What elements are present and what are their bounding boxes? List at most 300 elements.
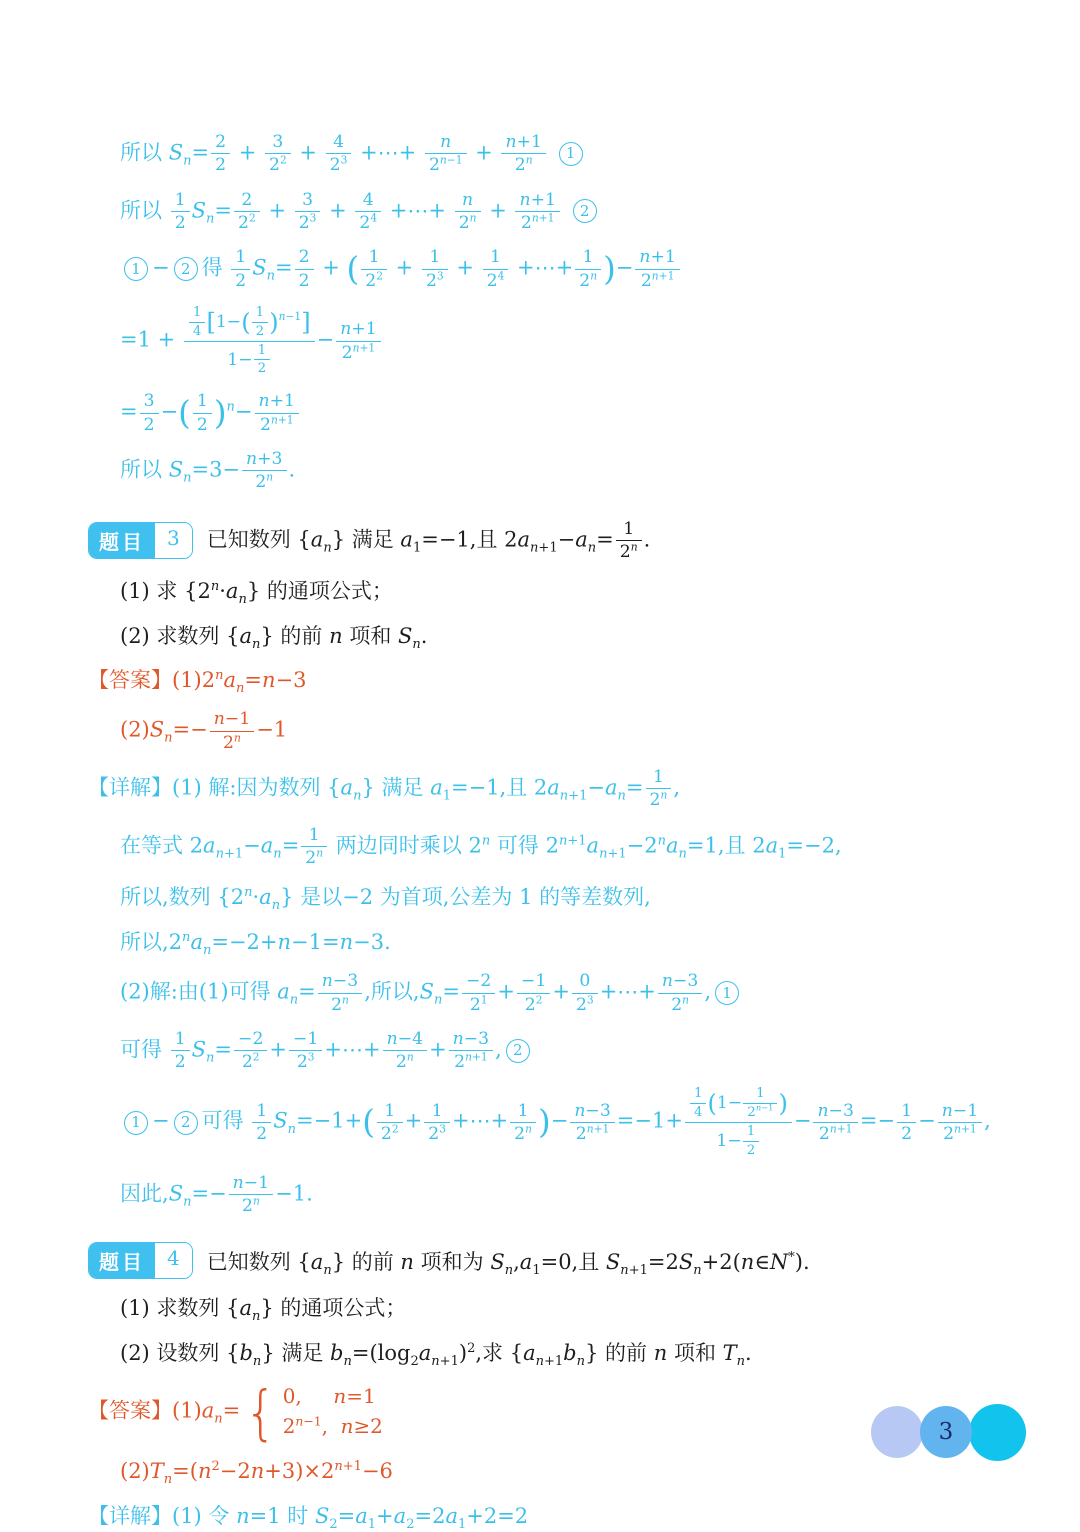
denominator: $2^{n+1}$ <box>943 1122 977 1145</box>
math-token <box>266 470 273 483</box>
denominator: 2$^n$ <box>579 268 598 291</box>
math-token: n <box>617 788 626 804</box>
fraction <box>572 971 598 1015</box>
math-token: 2 <box>279 153 287 167</box>
math-token: b <box>563 1340 577 1365</box>
math-token: a <box>400 526 413 551</box>
fraction <box>171 1029 190 1073</box>
denominator: 2 <box>746 1142 756 1158</box>
numerator: 2 <box>211 132 230 154</box>
fraction <box>229 1173 273 1217</box>
math-token: b <box>330 1340 344 1365</box>
math-token: 2 <box>329 1516 338 1532</box>
math-line: (2)解:由(1)可得 $a_n=$ $\frac{n-3}{2^n}$ ,所以$,S_n=$ $\frac{-2}{2^1}$ + $\frac{-1}{2^2}$ + $\frac{0}{2^3}$ +⋯+ $\frac{n-3}{2^n}$ , 1 <box>88 971 1040 1015</box>
math-token: n <box>342 992 349 1006</box>
denominator: 2 <box>256 1124 268 1145</box>
circled-number: 1 <box>559 142 583 166</box>
fraction <box>501 132 545 176</box>
page-number-circle <box>920 1406 972 1458</box>
math-token: n <box>266 268 276 284</box>
numerator: 1 <box>897 1101 916 1123</box>
math-token: 3 <box>586 992 594 1006</box>
math-token: n <box>183 153 192 169</box>
math-token <box>658 833 666 848</box>
problem3-header <box>88 519 1040 563</box>
math-token: n <box>586 1122 594 1136</box>
numerator: 4 <box>355 190 381 212</box>
math-token: n <box>287 1122 297 1138</box>
math-token: S <box>168 1181 184 1206</box>
fraction <box>383 1029 427 1073</box>
numerator: n+3 <box>242 449 286 471</box>
math-token: n <box>431 1354 440 1370</box>
big-bracket: ( <box>362 1103 375 1142</box>
denominator: $2^3$ <box>575 992 594 1015</box>
math-token: a <box>523 1340 536 1365</box>
math-token: n <box>339 929 354 954</box>
math-token: n <box>234 731 241 745</box>
problem4-header <box>88 1242 1040 1279</box>
numerator: 2 <box>234 190 260 212</box>
numerator: 1 <box>422 247 448 269</box>
math-token: n <box>183 470 192 486</box>
math-token: n <box>559 788 569 804</box>
fraction <box>570 1101 614 1145</box>
numerator: 1 <box>254 343 271 361</box>
math-token: n+1 <box>352 340 376 354</box>
denominator: $2^3$ <box>428 1122 446 1145</box>
fraction <box>355 190 381 234</box>
numerator: n−3 <box>658 971 702 993</box>
math-token: 3 <box>340 153 348 167</box>
math-token <box>525 1122 532 1135</box>
math-line: $(2)S_n=-$ $\frac{n-1}{2^n}$ −1 <box>120 709 288 753</box>
numerator: 1 <box>743 1086 777 1104</box>
fraction <box>301 825 327 869</box>
math-token: 1 <box>457 1516 467 1532</box>
math-token <box>434 993 442 1008</box>
denominator: $2^1$ <box>469 992 488 1015</box>
math-token: S <box>168 457 184 482</box>
math-token: n <box>587 540 597 555</box>
math-line: = $\frac{3}{2}$ −( $\frac{1}{2}$ )$^n$− $\frac{n+1}{2^{n+1}}$ <box>88 391 1040 435</box>
big-bracket: ( <box>707 1089 717 1118</box>
math-token: n <box>246 448 258 469</box>
math-token: n+1 <box>651 268 675 282</box>
math-token: a <box>203 833 216 857</box>
math-token <box>343 1354 351 1369</box>
math-token: n+1 <box>558 833 587 848</box>
math-token: b <box>239 1340 253 1365</box>
problem3-title: 已知数列 $\{a_n\}$ 满足 $a_1=-1$,且 $2a_{n+1}-a_n=$ $\frac{1}{2^n}$ . <box>206 518 651 562</box>
math-token: a <box>765 833 779 857</box>
math-token <box>290 993 298 1008</box>
footer-circle-right <box>969 1404 1026 1461</box>
fraction <box>449 1029 493 1073</box>
math-token: a <box>260 833 274 857</box>
math-line: 所以,数列 $\{2^n\cdot a_n\}$ 是以−2 为首项,公差为 1 的等差数列, <box>120 885 651 914</box>
math-token: S <box>149 717 165 742</box>
denominator: $2^{n+1}$ <box>259 412 294 435</box>
fraction <box>897 1101 916 1145</box>
math-token <box>505 1263 513 1278</box>
numerator: n−3 <box>449 1029 493 1051</box>
math-token: n <box>469 211 477 225</box>
math-token: n <box>206 1050 215 1066</box>
numerator: 3 <box>140 391 159 413</box>
math-token: 2 <box>211 1459 220 1475</box>
math-token: n <box>215 846 224 862</box>
math-token <box>238 592 246 607</box>
fraction <box>690 1086 707 1121</box>
big-bracket: ] <box>301 308 311 337</box>
denominator: $2^{n-1}$ <box>428 153 463 176</box>
numerator: 1 <box>424 1101 450 1123</box>
fraction <box>361 247 387 291</box>
math-token: n <box>620 1263 629 1279</box>
math-token: n <box>252 636 261 652</box>
math-token: n+1 <box>559 788 588 804</box>
denominator: 2$^n$ <box>305 846 324 868</box>
fraction <box>171 190 190 234</box>
denominator: 2 <box>143 414 155 435</box>
circled-number: 1 <box>124 1111 148 1135</box>
math-token: T <box>722 1340 737 1365</box>
numerator: 1 <box>616 519 642 541</box>
numerator: 1 <box>743 1124 760 1142</box>
fraction <box>743 1124 760 1159</box>
math-token: n <box>273 846 282 862</box>
problem3-badge <box>88 522 193 559</box>
denominator: $2^3$ <box>296 1050 315 1073</box>
math-token: n+1 <box>586 1122 610 1136</box>
math-token <box>272 899 280 914</box>
numerator: $\frac{1}{4}$ (1− $\frac{1}{2^{n-1}}$ ) <box>685 1086 792 1123</box>
denominator: 2 <box>174 1052 186 1073</box>
math-token: n+1 <box>431 1354 459 1370</box>
numerator: 1 <box>483 247 509 269</box>
denominator: $2^4$ <box>359 211 378 233</box>
math-token: a <box>239 1296 252 1321</box>
math-line: 所以 $S_n=3-$ $\frac{n+3}{2^n}$ . <box>120 448 296 493</box>
denominator: 2 <box>257 361 267 377</box>
math-token <box>412 637 420 652</box>
numerator: 1 <box>171 190 190 212</box>
math-token: $2^{n-1}$, n≥2 <box>282 1414 383 1439</box>
math-token <box>660 789 667 802</box>
math-token: n <box>434 992 443 1008</box>
math-token: 1 <box>480 992 488 1006</box>
math-line: (1) 求数列 $\{a_n\}$ 的通项公式； <box>120 1296 407 1325</box>
denominator: $2^3$ <box>329 153 348 176</box>
math-token: n+1 <box>465 1050 488 1064</box>
fraction <box>483 247 509 291</box>
numerator: 1 <box>377 1101 403 1123</box>
math-token: n <box>214 1411 223 1427</box>
math-line: (1) 求 $\{2^n\cdot a_n\}$ 的通项公式； <box>120 579 393 608</box>
math-line: =1 + $\frac{1}{4}$ [1−( $\frac{1}{2}$ )$^{n-1}$] 1− $\frac{1}{2}$ − $\frac{n+1}{2^{n+1}}$ <box>88 305 1040 377</box>
math-line: 可得 $\frac{1}{2}$ $S_n=$ $\frac{-2}{2^2}$ + $\frac{-1}{2^3}$ +⋯+ $\frac{n-4}{2^n}$ + $\frac{n-3}{2^{n+1}}$ , 2 <box>88 1029 1040 1073</box>
math-token: 1 <box>412 540 422 555</box>
cases-rows <box>283 1382 383 1442</box>
math-token: n <box>343 1354 352 1370</box>
numerator: 1 <box>646 767 672 789</box>
math-token: a <box>519 1249 533 1274</box>
math-token <box>253 1194 260 1207</box>
math-line: (2) 求数列 $\{a_n\}$ 的前 n 项和 $S_n$. <box>120 623 428 652</box>
problem4-parts <box>88 1293 1040 1368</box>
math-token: n <box>334 1459 343 1475</box>
math-token: n <box>693 1263 702 1279</box>
math-token: n <box>236 1503 250 1528</box>
math-token: n <box>353 788 362 804</box>
math-line: (2) 设数列 $\{b_n\}$ 满足 $b_n=(\log_2a_{n+1})^2$,求 $\{a_{n+1}b_n\}$ 的前 n 项和 $T_n$. <box>120 1340 752 1370</box>
math-token: S <box>273 1109 288 1134</box>
math-token: n−1 <box>755 1102 774 1113</box>
math-token: a <box>430 775 443 800</box>
math-token: n <box>678 846 687 862</box>
math-token: a <box>340 775 354 800</box>
numerator: n+1 <box>255 391 299 413</box>
problem2-solution-tail <box>88 132 1040 493</box>
fraction <box>318 971 362 1015</box>
math-token: n <box>270 412 278 426</box>
numerator: n+1 <box>501 132 545 154</box>
fraction <box>295 247 314 291</box>
numerator: n−3 <box>570 1101 614 1123</box>
math-token: S <box>490 1249 505 1274</box>
math-token: S <box>168 140 184 165</box>
math-token <box>679 846 687 861</box>
math-token: n <box>657 833 666 848</box>
math-token: n <box>639 247 651 268</box>
math-token: n+1 <box>530 540 558 555</box>
fraction <box>425 132 467 176</box>
math-token: n+1 <box>215 846 244 862</box>
fraction <box>255 391 299 435</box>
math-token: n <box>661 971 673 992</box>
fraction <box>616 519 642 563</box>
math-token: * <box>788 1249 795 1265</box>
math-token: n <box>252 1309 261 1325</box>
math-token: n <box>599 846 608 862</box>
numerator: n+1 <box>635 247 679 269</box>
math-token: S <box>605 1249 621 1274</box>
math-token: n <box>252 1194 260 1208</box>
fraction <box>462 971 495 1015</box>
math-token: 1 <box>532 1263 541 1279</box>
math-token: n <box>440 132 452 152</box>
denominator: 2$^n$ <box>619 540 638 562</box>
fraction <box>210 709 254 753</box>
fraction <box>938 1101 982 1145</box>
circled-number: 2 <box>573 199 597 223</box>
math-token: n <box>277 929 292 954</box>
badge-number: 4 <box>155 1243 192 1278</box>
big-bracket: [ <box>206 308 216 337</box>
math-token: n <box>829 1122 837 1136</box>
footer-circle-left <box>871 1406 923 1458</box>
math-token <box>253 1354 261 1369</box>
math-line: 所以 $S_n=$ $\frac{2}{2}$ + $\frac{3}{2^2}$ + $\frac{4}{2^3}$ +⋯+ $\frac{n}{2^{n-1}}$ + $\frac{n+1}{2^n}$ 1 <box>88 132 1040 176</box>
denominator: $2^4$ <box>486 268 505 291</box>
math-token: n <box>250 1459 265 1484</box>
fraction <box>515 190 559 234</box>
math-token <box>183 154 191 169</box>
math-token: n <box>386 1028 398 1049</box>
math-token: n <box>232 1172 244 1193</box>
math-token: N <box>769 1249 789 1274</box>
denominator: 2$^n$ <box>514 1122 532 1145</box>
math-line: 【详解】(1) 解:因为数列 $\{a_n\}$ 满足 $a_1=-1$,且 $2a_{n+1}-a_n=$ $\frac{1}{2^n}$ , <box>88 767 681 811</box>
math-token: T <box>149 1459 164 1484</box>
denominator: 2$^n$ <box>671 992 690 1015</box>
math-token <box>577 1354 585 1369</box>
math-token: n <box>252 1354 262 1370</box>
denominator: 2$^n$ <box>331 992 349 1015</box>
numerator <box>455 190 481 212</box>
numerator: 1 <box>252 305 269 323</box>
denominator: $2^2$ <box>524 992 543 1015</box>
math-token: n <box>295 1414 304 1429</box>
math-token: a <box>277 979 290 1004</box>
denominator: $2^{n+1}$ <box>341 340 376 363</box>
cases <box>240 1377 383 1447</box>
math-token: 3 <box>436 268 444 282</box>
math-token <box>244 885 252 900</box>
denominator: 2 <box>196 414 208 435</box>
fraction <box>422 247 448 291</box>
fraction <box>455 190 481 234</box>
math-line: 1 − 2 可得 $\frac{1}{2}$ $S_n=-1+$( $\frac{1}{2^2}$ + $\frac{1}{2^3}$ +⋯+ $\frac{1}{2^n}$ )− $\frac{n-3}{2^{n+1}}$ =−1+ $\frac{1}{4}$ (1− $\frac{1}{2^{n-1}}$ ) 1− $\frac{1}{2}$ − $\frac{n-3}{2^{n+1}}$ =− $\frac{1}{2}$ − $\frac{n-1}{2^{n+1}}$ , <box>88 1086 1040 1158</box>
math-token: 2 <box>410 1354 419 1370</box>
denominator: $2^2$ <box>380 1122 399 1145</box>
math-token: n <box>462 189 474 210</box>
math-line: $(2)T_n=(n^2-2n+3)\times 2^{n+1}-6$ <box>120 1459 393 1488</box>
math-token: n <box>653 1340 668 1365</box>
math-token: n <box>323 540 332 555</box>
math-token <box>252 637 260 652</box>
fraction <box>658 971 702 1015</box>
denominator: 4 <box>693 1105 703 1121</box>
fraction <box>265 132 291 176</box>
math-line: 【详解】(1) 令 n=1 时 $S_2=a_1+a_2=2a_1+2=2$ <box>88 1503 529 1532</box>
numerator: 3 <box>295 190 321 212</box>
math-token: n <box>525 153 533 167</box>
denominator: 2$^n$ <box>514 153 533 176</box>
problem3-solution <box>88 767 1040 1216</box>
math-token: n <box>352 340 360 354</box>
math-token: n <box>213 709 225 730</box>
denominator: 2 <box>255 323 265 339</box>
math-token: n <box>651 268 659 282</box>
math-token: a <box>239 623 252 648</box>
numerator: 1 <box>252 1101 271 1123</box>
numerator: n+1 <box>336 319 380 341</box>
numerator: 1 <box>301 825 327 847</box>
numerator: 1 <box>171 1029 190 1051</box>
math-token: n <box>954 1122 961 1136</box>
math-token: 1 <box>442 788 451 804</box>
math-token: n <box>465 1050 472 1064</box>
math-token: n <box>271 898 281 914</box>
math-token <box>183 1194 191 1209</box>
math-token: n <box>590 268 598 282</box>
math-token <box>234 731 241 744</box>
numerator: n−1 <box>229 1173 273 1195</box>
math-token: n+1 <box>829 1122 853 1136</box>
math-token: n <box>262 668 276 692</box>
fraction <box>234 1029 267 1073</box>
math-token <box>211 579 219 594</box>
math-token: n <box>519 189 531 210</box>
math-token: n <box>439 153 447 167</box>
math-token <box>342 993 349 1006</box>
numerator: −2 <box>234 1029 267 1051</box>
denominator: 2 <box>174 212 186 233</box>
math-token: a <box>223 668 237 692</box>
problem3-parts <box>88 576 1040 651</box>
math-token <box>482 833 490 848</box>
problem4-solution <box>88 1501 1040 1531</box>
math-token: 2 <box>467 1340 476 1356</box>
fraction <box>140 391 159 435</box>
math-token: n−1 <box>295 1414 322 1429</box>
badge-number: 3 <box>155 523 192 558</box>
math-token: a <box>201 1398 215 1423</box>
denominator: $2^2$ <box>241 1050 260 1073</box>
math-token: n <box>535 1354 544 1370</box>
math-token <box>267 269 275 284</box>
circled-number: 2 <box>506 1039 530 1063</box>
math-token: n <box>258 391 270 412</box>
math-line: 所以 $\frac{1}{2}$ $S_n=$ $\frac{2}{2^2}$ + $\frac{3}{2^3}$ + $\frac{4}{2^4}$ +⋯+ $\frac{n}{2^n}$ + $\frac{n+1}{2^{n+1}}$ 2 <box>88 190 1040 234</box>
math-token: 4 <box>370 211 378 225</box>
numerator: n−4 <box>383 1029 427 1051</box>
math-token <box>215 668 223 683</box>
math-token: n <box>412 636 421 652</box>
big-bracket: ) <box>213 394 227 433</box>
numerator: 1 <box>510 1101 536 1123</box>
math-token: 1 <box>778 846 787 862</box>
big-bracket: ( <box>346 250 360 289</box>
math-token <box>206 1050 214 1065</box>
numerator: −1 <box>517 971 550 993</box>
math-token: S <box>314 1503 330 1528</box>
math-token: a <box>259 885 272 910</box>
denominator: 2$^n$ <box>241 1194 260 1217</box>
denominator: $2^{n+1}$ <box>640 268 675 291</box>
math-token: 3 <box>439 1122 446 1136</box>
fraction <box>424 1101 450 1145</box>
math-token: n <box>505 132 517 152</box>
numerator: −1 <box>289 1029 322 1051</box>
big-bracket: ) <box>603 250 616 289</box>
math-line: 因此$,S_n=-$ $\frac{n-1}{2^n}$ −1. <box>120 1172 313 1217</box>
math-token: n+1 <box>599 846 627 862</box>
math-token: n <box>682 992 690 1006</box>
denominator: 2 <box>235 270 247 291</box>
math-line: 所以$,2^na_n=-2+n-1=n-3$. <box>120 929 391 958</box>
math-token: n <box>755 1102 762 1113</box>
denominator: 4 <box>192 323 202 339</box>
math-token: 3 <box>309 211 317 225</box>
math-token: n <box>321 971 333 992</box>
fraction <box>510 1101 536 1145</box>
circled-number: 1 <box>124 257 148 281</box>
math-token: n <box>340 319 352 340</box>
numerator: 4 <box>326 132 352 154</box>
